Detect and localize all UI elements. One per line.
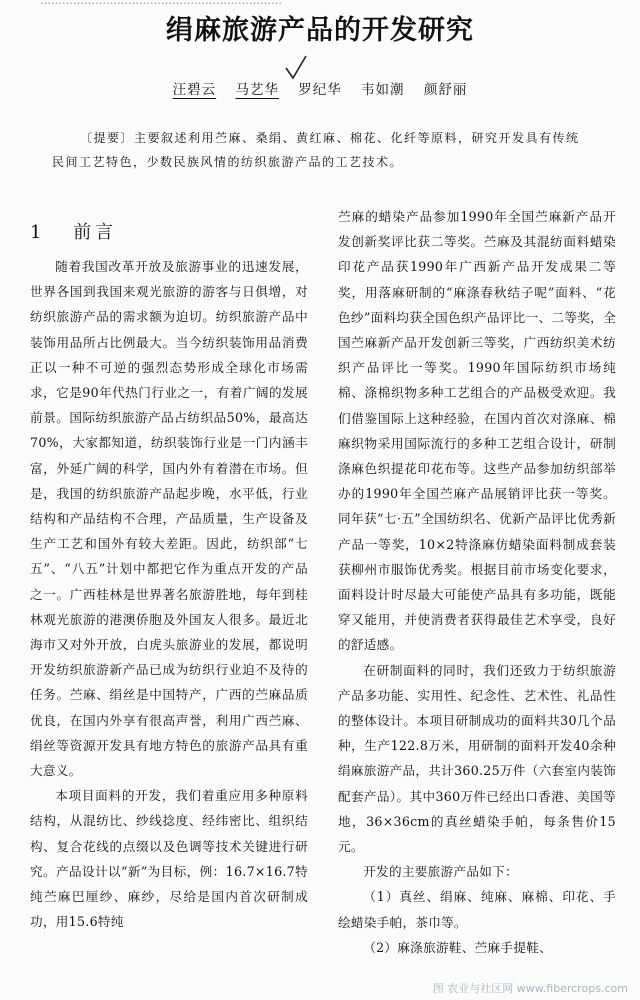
author-5: 颜舒丽 [423, 82, 468, 98]
section-title: 前言 [73, 222, 118, 243]
author-2: 马艺华 [235, 82, 279, 98]
paper-title: 绢麻旅游产品的开发研究 [166, 15, 474, 46]
site-watermark: 图 农业与社区网 www.fibercrops.com [432, 982, 628, 995]
list-item: （1）真丝、绢麻、纯麻、麻棉、印花、手绘蜡染手帕，茶巾等。 [338, 889, 616, 930]
author-list [0, 78, 640, 98]
left-column [30, 254, 308, 934]
paragraph: 开发的主要旅游产品如下： [363, 864, 518, 880]
paragraph: 随着我国改革开放及旅游事业的迅速发展，世界各国到我国来观光旅游的游客与日俱增，对纺织旅游产品的需求额为迫切。纺织旅游产品中装饰用品所占比例最大。当今纺织装饰用品消费正以一种不可逆的强烈态势形成全球化市场需求，它是90年代热门行业之一，有着广阔的发展前景。国际纺织旅游产品占纺织品50%，最高达70%，大家都知道，纺织装饰行业是一门内涵丰富，外延广阔的科学，国内外有着潜在市场。但是，我国的纺织旅游产品起步晚，水平低，行业结构和产品结构不合理，产品质量，生产设备及生产工艺和国外有较大差距。因此，纺织部“七五”、“八五”计划中都把它作为重点开发的产品之一。广西桂林是世界著名旅游胜地，每年到桂林观光旅游的港澳侨胞及外国友人很多。最近北海市又对外开放，白虎头旅游业的发展，都说明开发纺织旅游新产品已成为纺织行业迫不及待的任务。苎麻、绢丝是中国特产，广西的苎麻品质优良，在国内外享有很高声誉，利用广西苎麻、绢丝等资源开发具有地方特色的旅游产品具有重大意义。 [30, 259, 308, 779]
paragraph: 本项目面料的开发，我们着重应用多种原料结构，从混纺比、纱线捻度、经纬密比、组织结构、复合花线的点缀以及色调等技术关键进行研究。产品设计以“新”为目标，例：16.7×16.7特纯苎麻巴厘纱、麻纱，尽给是国内首次研制成功，用15.6特纯 [30, 788, 308, 930]
author-4: 韦如潮 [361, 82, 405, 98]
author-3: 罗纪华 [298, 82, 342, 98]
author-1: 汪碧云 [172, 82, 217, 98]
top-cropped-text: ………………………………………………………… [40, 0, 282, 7]
paragraph: 在研制面料的同时，我们还致力于纺织旅游产品多功能、实用性、纪念性、艺术性、礼品性的整体设计。本项目研制成功的面料共30几个品种，生产122.8万米，用研制的面料开发40余种绢麻旅游产品，共计360.25万件（六套室内装饰配套产品）。其中360万件已经出口香港、美国等地，36×36cm的真丝蜡染手帕，每条售价15元。 [338, 662, 616, 855]
section-number: 1 [30, 222, 46, 243]
handwritten-check-mark [284, 54, 308, 80]
paragraph: 苎麻的蜡染产品参加1990年全国苎麻新产品开发创新奖评比获二等奖。苎麻及其混纺面料蜡染印花产品获1990年广西新产品开发成果二等奖，用落麻研制的“麻涤春秋结子呢”面料、“花色纱”面料均获全国色织产品评比一、二等奖，全国苎麻新产品开发创新三等奖，广西纺织美术纺织产品评比一等奖。1990年国际纺织市场纯棉、涤棉织物多种工艺组合的产品极受欢迎。我们借鉴国际上这种经验，在国内首次对涤麻、棉麻织物采用国际流行的多种工艺组合设计，研制涤麻色织提花印花布等。这些产品参加纺织部举办的1990年全国苎麻产品展销评比获一等奖。同年获“七·五”全国纺织名、优新产品评比优秀新产品一等奖，10×2特涤麻仿蜡染面料制成套装获柳州市服饰优秀奖。根据目前市场变化要求，面料设计时尽最大可能使产品具有多功能，既能穿又能用，并使消费者获得最佳艺术享受，良好的舒适感。 [338, 209, 616, 653]
abstract: 〔提要〕主要叙述利用苎麻、桑绢、黄红麻、棉花、化纤等原料，研究开发具有传统民间工艺特色，少数民族风情的纺织旅游产品的工艺技术。 [52, 131, 580, 169]
right-column [338, 204, 616, 960]
list-item: （2）麻涤旅游鞋、苎麻手提鞋、 [363, 939, 553, 955]
section-heading [30, 218, 117, 244]
